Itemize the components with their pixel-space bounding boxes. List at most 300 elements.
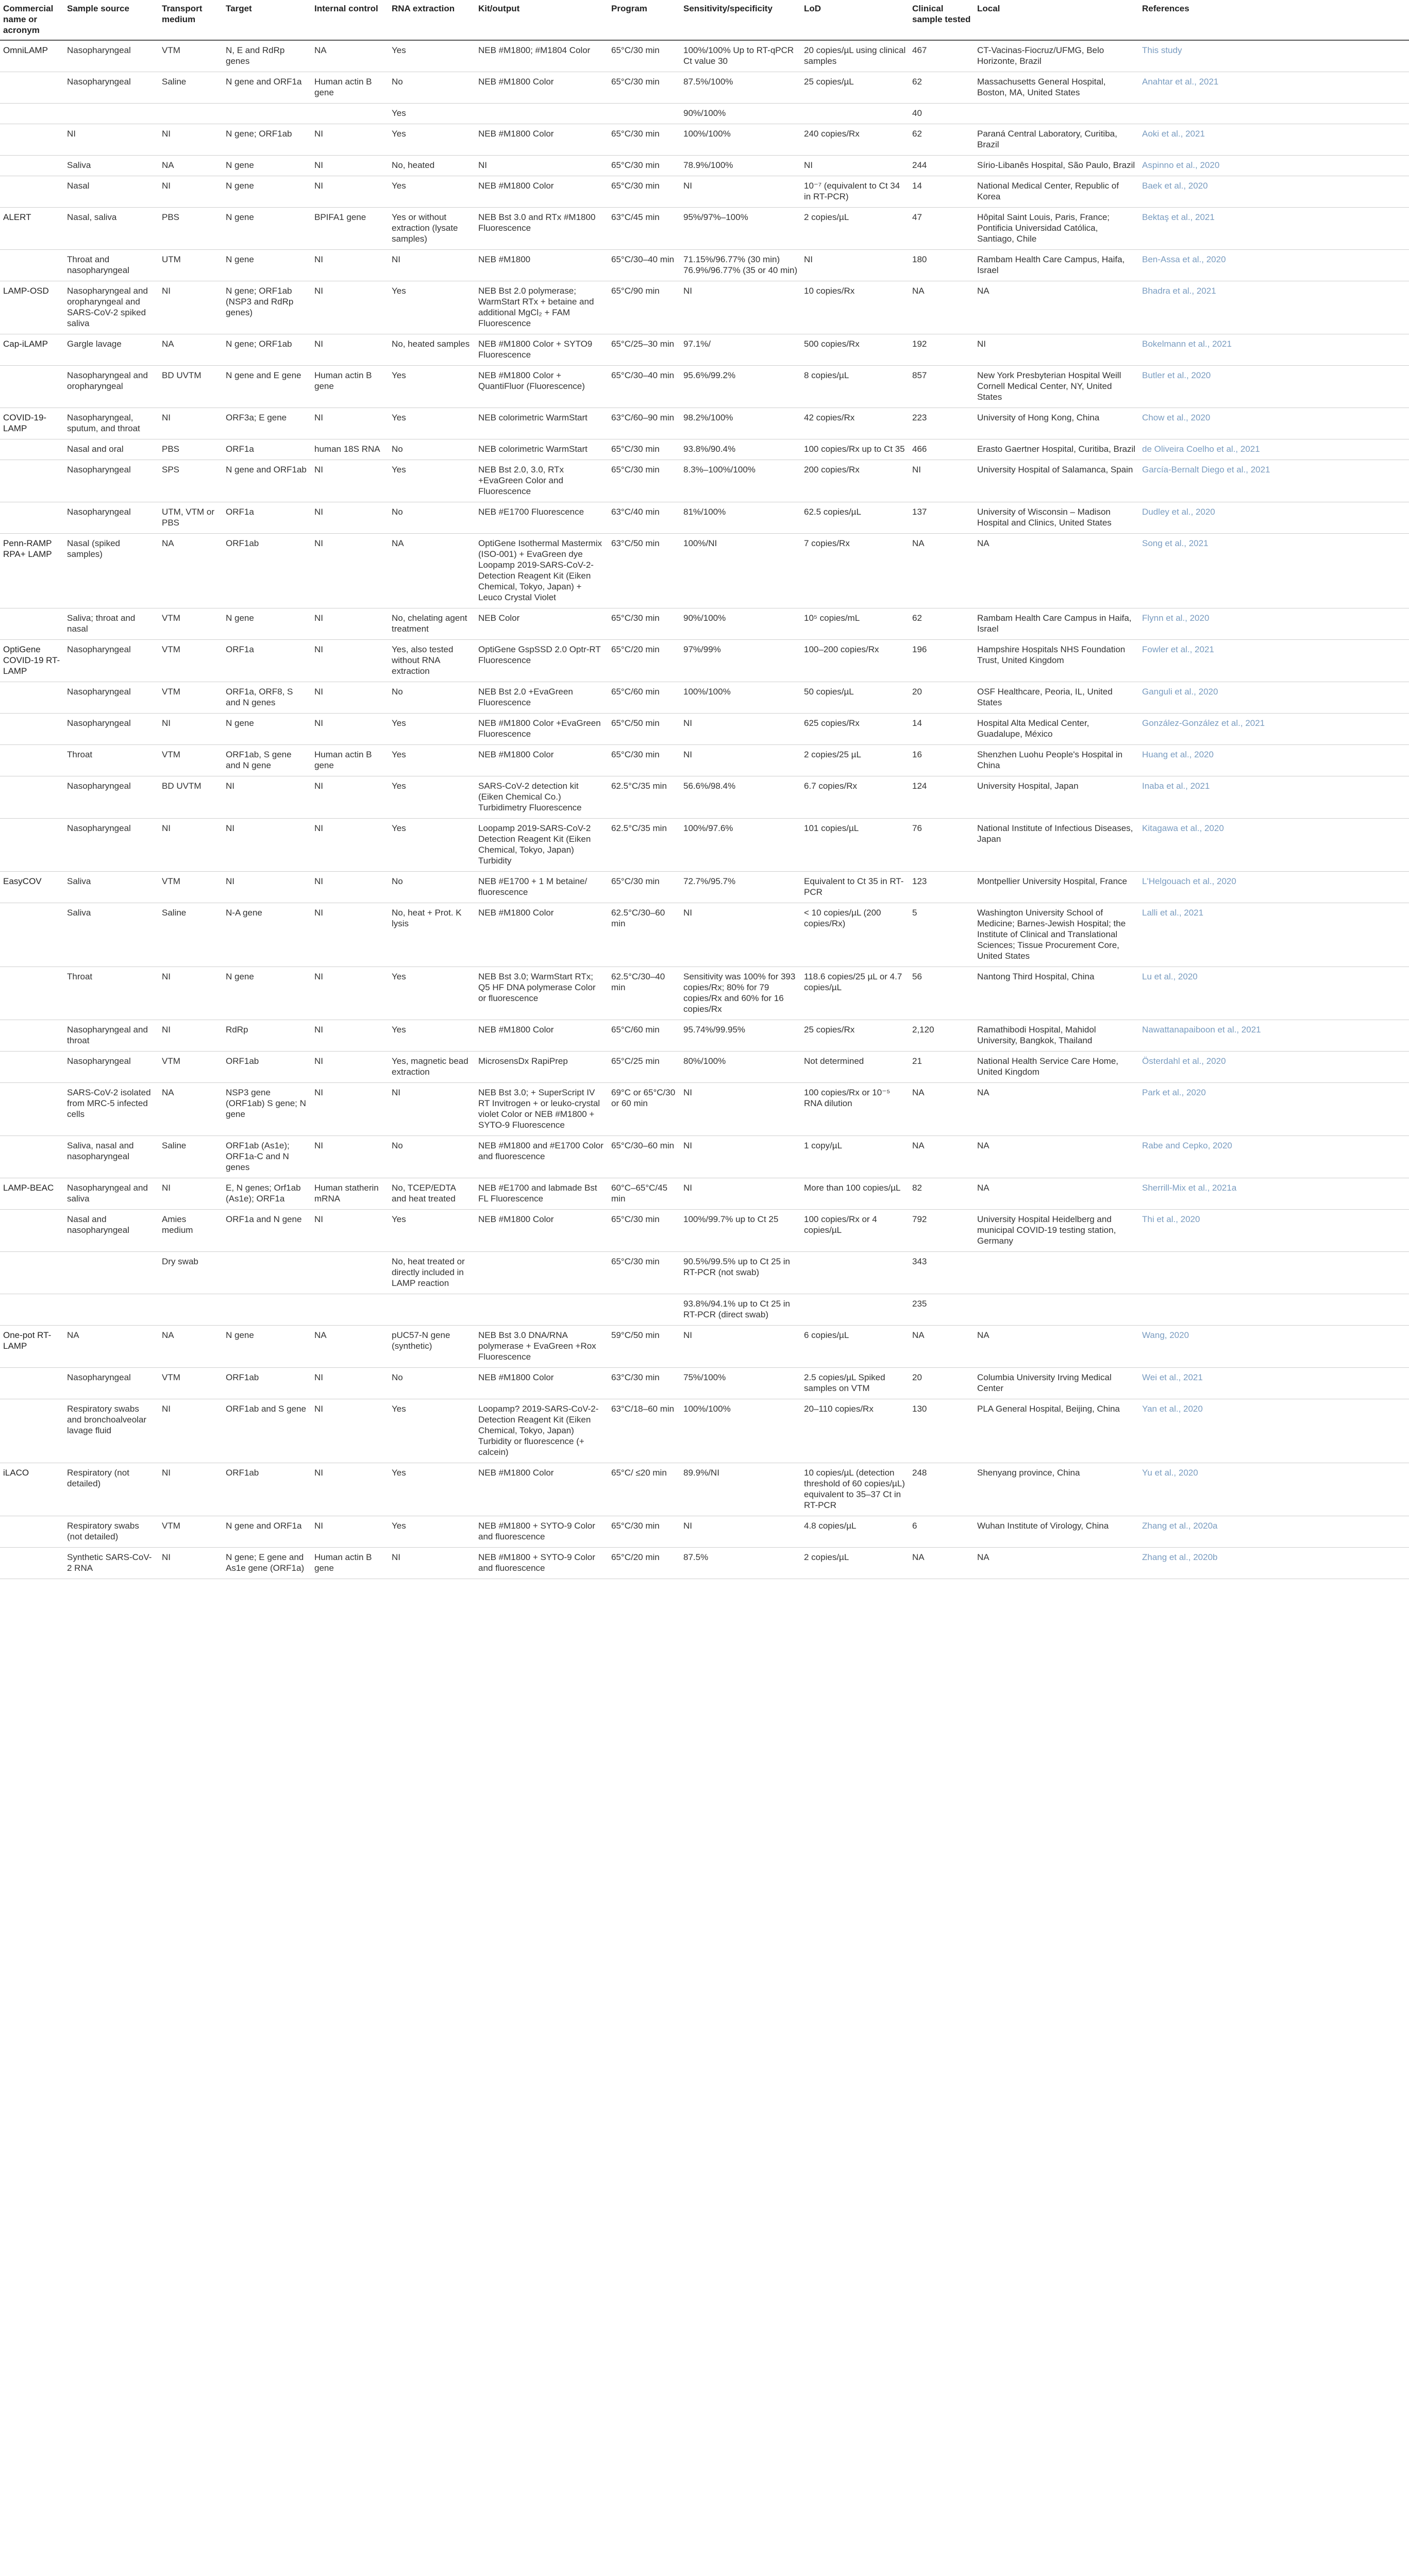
table-cell: 65°C/30 min xyxy=(608,40,680,72)
table-cell: 95.6%/99.2% xyxy=(680,366,801,408)
table-cell: Yes xyxy=(389,1020,475,1052)
table-cell: NEB Bst 3.0; + SuperScript IV RT Invitrogen + or leuko-crystal violet Color or NEB #M1800 + SYTO-9 Fluorescence xyxy=(475,1083,608,1136)
table-cell: Equivalent to Ct 35 in RT-PCR xyxy=(801,872,909,903)
acronym-cell xyxy=(0,1210,64,1252)
table-cell: NI xyxy=(311,1210,389,1252)
table-cell: 123 xyxy=(909,872,974,903)
table-cell: NI xyxy=(311,1020,389,1052)
table-cell: 25 copies/µL xyxy=(801,72,909,104)
table-cell: 65°C/20 min xyxy=(608,640,680,682)
table-cell: Human actin B gene xyxy=(311,72,389,104)
table-cell: Erasto Gaertner Hospital, Curitiba, Brazil xyxy=(974,439,1139,460)
table-cell xyxy=(608,1294,680,1326)
header-cell: Sample source xyxy=(64,0,159,40)
table-cell: Yes xyxy=(389,40,475,72)
table-cell: Throat xyxy=(64,967,159,1020)
table-cell: Nasopharyngeal and saliva xyxy=(64,1178,159,1210)
table-cell: No, TCEP/EDTA and heat treated xyxy=(389,1178,475,1210)
table-cell: PBS xyxy=(159,208,223,250)
header-cell: RNA extraction xyxy=(389,0,475,40)
table-cell: 8 copies/µL xyxy=(801,366,909,408)
reference-cell xyxy=(1139,1294,1409,1326)
table-cell: Yes xyxy=(389,1399,475,1463)
acronym-cell xyxy=(0,176,64,208)
acronym-cell xyxy=(0,1368,64,1399)
table-cell: NEB #M1800 + SYTO-9 Color and fluorescence xyxy=(475,1548,608,1579)
table-cell: 101 copies/µL xyxy=(801,819,909,872)
table-cell: NI xyxy=(680,281,801,334)
table-cell: 47 xyxy=(909,208,974,250)
table-cell: NI xyxy=(680,1516,801,1548)
acronym-cell xyxy=(0,72,64,104)
acronym-cell xyxy=(0,1399,64,1463)
table-cell: ORF1ab xyxy=(223,1463,311,1516)
reference-cell: González-González et al., 2021 xyxy=(1139,714,1409,745)
table-cell: Dry swab xyxy=(159,1252,223,1294)
table-cell: NA xyxy=(974,281,1139,334)
header-cell: Target xyxy=(223,0,311,40)
table-cell: NI xyxy=(159,1020,223,1052)
table-cell: 65°C/30 min xyxy=(608,745,680,776)
table-cell: NI xyxy=(680,745,801,776)
table-cell: NEB #M1800 xyxy=(475,250,608,281)
table-cell: Rambam Health Care Campus in Haifa, Israel xyxy=(974,608,1139,640)
table-cell xyxy=(475,1252,608,1294)
table-cell xyxy=(801,1252,909,1294)
table-cell: Yes xyxy=(389,460,475,502)
acronym-cell xyxy=(0,714,64,745)
table-cell: Yes xyxy=(389,281,475,334)
table-cell: Nasal and oral xyxy=(64,439,159,460)
table-cell: NA xyxy=(311,40,389,72)
table-cell: N gene xyxy=(223,967,311,1020)
table-cell: Yes xyxy=(389,408,475,439)
table-cell: 93.8%/90.4% xyxy=(680,439,801,460)
table-cell: ORF1a xyxy=(223,439,311,460)
table-cell: NI xyxy=(311,156,389,176)
reference-cell xyxy=(1139,1252,1409,1294)
table-cell: NA xyxy=(974,1083,1139,1136)
table-cell: 95%/97%–100% xyxy=(680,208,801,250)
reference-cell: Aoki et al., 2021 xyxy=(1139,124,1409,156)
table-cell: 14 xyxy=(909,714,974,745)
table-cell: NI xyxy=(974,334,1139,366)
reference-cell: Butler et al., 2020 xyxy=(1139,366,1409,408)
table-cell: Yes or without extraction (lysate samples) xyxy=(389,208,475,250)
table-cell: 65°C/30–40 min xyxy=(608,366,680,408)
table-cell: University Hospital of Salamanca, Spain xyxy=(974,460,1139,502)
table-cell: 63°C/30 min xyxy=(608,1368,680,1399)
table-cell: NI xyxy=(680,1136,801,1178)
table-cell: NI xyxy=(311,967,389,1020)
table-cell: NEB #M1800 Color +EvaGreen Fluorescence xyxy=(475,714,608,745)
table-cell: N gene; ORF1ab xyxy=(223,334,311,366)
table-cell: 65°C/30 min xyxy=(608,439,680,460)
table-cell: Nasal, saliva xyxy=(64,208,159,250)
table-cell: Saliva xyxy=(64,156,159,176)
table-cell: Nasopharyngeal xyxy=(64,460,159,502)
table-cell: Hôpital Saint Louis, Paris, France; Pontificia Universidad Católica, Santiago, Chile xyxy=(974,208,1139,250)
table-cell: 65°C/30 min xyxy=(608,1252,680,1294)
table-cell: N-A gene xyxy=(223,903,311,967)
table-cell: 62.5°C/30–40 min xyxy=(608,967,680,1020)
table-cell: NEB #M1800 Color xyxy=(475,176,608,208)
table-cell: Nasopharyngeal and oropharyngeal xyxy=(64,366,159,408)
table-cell: National Medical Center, Republic of Korea xyxy=(974,176,1139,208)
table-cell: 192 xyxy=(909,334,974,366)
header-cell: Local xyxy=(974,0,1139,40)
table-cell: CT-Vacinas-Fiocruz/UFMG, Belo Horizonte, Brazil xyxy=(974,40,1139,72)
table-cell: NEB colorimetric WarmStart xyxy=(475,408,608,439)
table-cell: 80%/100% xyxy=(680,1052,801,1083)
table-cell: Nasopharyngeal xyxy=(64,776,159,819)
table-cell: Nasopharyngeal xyxy=(64,502,159,534)
acronym-cell: Penn-RAMP RPA+ LAMP xyxy=(0,534,64,608)
table-row xyxy=(0,1368,1409,1399)
table-cell: N gene xyxy=(223,156,311,176)
reference-cell: L'Helgouach et al., 2020 xyxy=(1139,872,1409,903)
table-cell: Nasopharyngeal and oropharyngeal and SARS-CoV-2 spiked saliva xyxy=(64,281,159,334)
table-cell: Washington University School of Medicine; Barnes-Jewish Hospital; the Institute of Clinical and Translational Sciences; Tissue Procurement Core, United States xyxy=(974,903,1139,967)
table-cell: No, heat + Prot. K lysis xyxy=(389,903,475,967)
table-cell: Throat and nasopharyngeal xyxy=(64,250,159,281)
table-cell: 100%/NI xyxy=(680,534,801,608)
acronym-cell xyxy=(0,903,64,967)
table-cell: 90.5%/99.5% up to Ct 25 in RT-PCR (not swab) xyxy=(680,1252,801,1294)
table-cell: Human actin B gene xyxy=(311,745,389,776)
table-row xyxy=(0,1052,1409,1083)
table-cell: NI xyxy=(311,502,389,534)
table-cell: 2 copies/µL xyxy=(801,1548,909,1579)
table-cell: NI xyxy=(801,156,909,176)
table-cell: 100 copies/Rx or 10⁻⁵ RNA dilution xyxy=(801,1083,909,1136)
table-cell: 65°C/30 min xyxy=(608,1210,680,1252)
table-cell: NI xyxy=(159,967,223,1020)
table-cell: Yes xyxy=(389,104,475,124)
table-cell: NSP3 gene (ORF1ab) S gene; N gene xyxy=(223,1083,311,1136)
table-cell: 4.8 copies/µL xyxy=(801,1516,909,1548)
table-cell: NI xyxy=(389,1083,475,1136)
acronym-cell xyxy=(0,1083,64,1136)
table-cell: Yes xyxy=(389,1516,475,1548)
table-cell: NI xyxy=(680,714,801,745)
table-cell: VTM xyxy=(159,872,223,903)
table-cell: 200 copies/Rx xyxy=(801,460,909,502)
table-cell: 100%/100% xyxy=(680,1399,801,1463)
table-cell: Saliva xyxy=(64,872,159,903)
table-cell: NA xyxy=(974,1548,1139,1579)
acronym-cell xyxy=(0,1252,64,1294)
table-cell: NI xyxy=(311,819,389,872)
table-cell: OptiGene GspSSD 2.0 Optr-RT Fluorescence xyxy=(475,640,608,682)
table-cell: N gene; ORF1ab (NSP3 and RdRp genes) xyxy=(223,281,311,334)
table-cell: 62 xyxy=(909,124,974,156)
table-cell: Yes xyxy=(389,124,475,156)
table-row xyxy=(0,502,1409,534)
table-cell: Nasal xyxy=(64,176,159,208)
table-row xyxy=(0,682,1409,714)
table-cell: 14 xyxy=(909,176,974,208)
reference-cell: Inaba et al., 2021 xyxy=(1139,776,1409,819)
table-cell: 62 xyxy=(909,608,974,640)
table-cell: Yes xyxy=(389,967,475,1020)
table-body xyxy=(0,40,1409,1579)
table-cell: NI xyxy=(389,250,475,281)
table-row xyxy=(0,281,1409,334)
table-cell: 467 xyxy=(909,40,974,72)
table-cell: NI xyxy=(311,1368,389,1399)
table-cell xyxy=(223,1294,311,1326)
table-row xyxy=(0,903,1409,967)
header-cell: Clinical sample tested xyxy=(909,0,974,40)
table-cell: PBS xyxy=(159,439,223,460)
table-row xyxy=(0,1020,1409,1052)
table-cell: 21 xyxy=(909,1052,974,1083)
table-cell xyxy=(608,104,680,124)
table-cell: ORF1ab xyxy=(223,1368,311,1399)
acronym-cell xyxy=(0,366,64,408)
table-cell: VTM xyxy=(159,608,223,640)
table-cell: NI xyxy=(311,682,389,714)
table-cell: 82 xyxy=(909,1178,974,1210)
table-cell: NI xyxy=(159,281,223,334)
table-cell: Yes xyxy=(389,819,475,872)
reference-cell: Nawattanapaiboon et al., 2021 xyxy=(1139,1020,1409,1052)
table-cell: 62.5°C/35 min xyxy=(608,776,680,819)
table-row xyxy=(0,176,1409,208)
table-cell: 75%/100% xyxy=(680,1368,801,1399)
table-row xyxy=(0,608,1409,640)
table-cell: NI xyxy=(223,819,311,872)
table-cell: pUC57-N gene (synthetic) xyxy=(389,1326,475,1368)
table-cell: Hospital Alta Medical Center, Guadalupe, México xyxy=(974,714,1139,745)
table-cell: NEB Bst 3.0 DNA/RNA polymerase + EvaGreen +Rox Fluorescence xyxy=(475,1326,608,1368)
table-cell: NA xyxy=(909,1326,974,1368)
reference-cell: Thi et al., 2020 xyxy=(1139,1210,1409,1252)
table-cell: 65°C/50 min xyxy=(608,714,680,745)
table-cell: 65°C/30 min xyxy=(608,124,680,156)
table-cell xyxy=(223,1252,311,1294)
table-cell: Respiratory (not detailed) xyxy=(64,1463,159,1516)
table-cell: National Institute of Infectious Diseases, Japan xyxy=(974,819,1139,872)
table-cell: NI xyxy=(311,640,389,682)
table-cell: 65°C/ ≤20 min xyxy=(608,1463,680,1516)
table-cell: NI xyxy=(311,1052,389,1083)
table-cell: 60°C–65°C/45 min xyxy=(608,1178,680,1210)
table-cell: NI xyxy=(311,124,389,156)
table-cell: Saline xyxy=(159,903,223,967)
table-cell: Sensitivity was 100% for 393 copies/Rx; 80% for 79 copies/Rx and 60% for 16 copies/Rx xyxy=(680,967,801,1020)
table-cell: NI xyxy=(475,156,608,176)
table-cell: Gargle lavage xyxy=(64,334,159,366)
table-cell: 8.3%–100%/100% xyxy=(680,460,801,502)
acronym-cell xyxy=(0,460,64,502)
table-cell: 6.7 copies/Rx xyxy=(801,776,909,819)
table-cell: 466 xyxy=(909,439,974,460)
table-cell: No xyxy=(389,502,475,534)
acronym-cell xyxy=(0,967,64,1020)
table-cell: Yes xyxy=(389,745,475,776)
table-cell: NI xyxy=(311,1516,389,1548)
reference-cell: Österdahl et al., 2020 xyxy=(1139,1052,1409,1083)
reference-cell xyxy=(1139,104,1409,124)
table-cell xyxy=(475,1294,608,1326)
table-row xyxy=(0,776,1409,819)
reference-cell: Lalli et al., 2021 xyxy=(1139,903,1409,967)
table-cell: NEB #M1800 Color xyxy=(475,903,608,967)
table-cell: Yes, magnetic bead extraction xyxy=(389,1052,475,1083)
table-cell: NEB #M1800 Color xyxy=(475,1368,608,1399)
table-cell: Saline xyxy=(159,1136,223,1178)
table-cell: NI xyxy=(311,176,389,208)
table-cell: NEB Bst 2.0 polymerase; WarmStart RTx + betaine and additional MgCl₂ + FAM Fluorescence xyxy=(475,281,608,334)
table-cell: NI xyxy=(223,776,311,819)
reference-cell: Zhang et al., 2020b xyxy=(1139,1548,1409,1579)
acronym-cell xyxy=(0,124,64,156)
table-cell: human 18S RNA xyxy=(311,439,389,460)
reference-cell: Yan et al., 2020 xyxy=(1139,1399,1409,1463)
table-cell: 69°C or 65°C/30 or 60 min xyxy=(608,1083,680,1136)
table-row xyxy=(0,640,1409,682)
table-cell: 63°C/50 min xyxy=(608,534,680,608)
table-cell: 71.15%/96.77% (30 min) 76.9%/96.77% (35 or 40 min) xyxy=(680,250,801,281)
header-cell: References xyxy=(1139,0,1409,40)
table-cell: Columbia University Irving Medical Center xyxy=(974,1368,1139,1399)
table-cell: 65°C/20 min xyxy=(608,1548,680,1579)
table-cell: 6 copies/µL xyxy=(801,1326,909,1368)
table-cell: 65°C/30–40 min xyxy=(608,250,680,281)
table-cell: 65°C/25 min xyxy=(608,1052,680,1083)
table-cell: NEB #E1700 + 1 M betaine/ fluorescence xyxy=(475,872,608,903)
reference-cell: Lu et al., 2020 xyxy=(1139,967,1409,1020)
reference-cell: Aspinno et al., 2020 xyxy=(1139,156,1409,176)
reference-cell: Wang, 2020 xyxy=(1139,1326,1409,1368)
table-cell: 20 xyxy=(909,682,974,714)
table-cell: Yes xyxy=(389,1463,475,1516)
table-cell: NI xyxy=(311,1463,389,1516)
table-cell: 56 xyxy=(909,967,974,1020)
table-cell: NI xyxy=(680,1326,801,1368)
table-cell: 100%/97.6% xyxy=(680,819,801,872)
table-cell: No, heated xyxy=(389,156,475,176)
table-cell: 180 xyxy=(909,250,974,281)
table-cell: BPIFA1 gene xyxy=(311,208,389,250)
table-cell: 10⁻⁷ (equivalent to Ct 34 in RT-PCR) xyxy=(801,176,909,208)
table-cell: 100–200 copies/Rx xyxy=(801,640,909,682)
table-cell: 500 copies/Rx xyxy=(801,334,909,366)
table-cell: NI xyxy=(311,281,389,334)
acronym-cell xyxy=(0,104,64,124)
table-cell: 857 xyxy=(909,366,974,408)
table-cell: NI xyxy=(159,1463,223,1516)
table-cell xyxy=(389,1294,475,1326)
table-cell: N gene; E gene and As1e gene (ORF1a) xyxy=(223,1548,311,1579)
table-cell: 100 copies/Rx or 4 copies/µL xyxy=(801,1210,909,1252)
table-cell: ORF1ab xyxy=(223,534,311,608)
table-cell: Shenzhen Luohu People's Hospital in China xyxy=(974,745,1139,776)
table-cell: 65°C/30 min xyxy=(608,460,680,502)
acronym-cell: iLACO xyxy=(0,1463,64,1516)
table-row xyxy=(0,439,1409,460)
table-cell: 97%/99% xyxy=(680,640,801,682)
table-cell: NEB #E1700 Fluorescence xyxy=(475,502,608,534)
table-cell: 248 xyxy=(909,1463,974,1516)
table-cell xyxy=(64,1294,159,1326)
table-cell: 65°C/90 min xyxy=(608,281,680,334)
acronym-cell xyxy=(0,608,64,640)
table-cell: NI xyxy=(159,1399,223,1463)
table-cell: NI xyxy=(311,1083,389,1136)
table-cell: 100%/99.7% up to Ct 25 xyxy=(680,1210,801,1252)
table-cell: 90%/100% xyxy=(680,608,801,640)
table-cell: NI xyxy=(159,1548,223,1579)
table-cell: Sírio-Libanês Hospital, São Paulo, Brazil xyxy=(974,156,1139,176)
table-cell: No xyxy=(389,1368,475,1399)
reference-cell: Anahtar et al., 2021 xyxy=(1139,72,1409,104)
table-cell: SPS xyxy=(159,460,223,502)
table-cell: ORF1a xyxy=(223,640,311,682)
table-cell: NI xyxy=(311,872,389,903)
table-row xyxy=(0,872,1409,903)
acronym-cell xyxy=(0,1136,64,1178)
table-cell: NI xyxy=(159,408,223,439)
table-cell: 62.5 copies/µL xyxy=(801,502,909,534)
table-cell: 130 xyxy=(909,1399,974,1463)
table-cell: N gene xyxy=(223,1326,311,1368)
table-cell: Nasopharyngeal xyxy=(64,714,159,745)
table-cell: NI xyxy=(159,176,223,208)
table-cell: Massachusetts General Hospital, Boston, MA, United States xyxy=(974,72,1139,104)
table-cell: NA xyxy=(909,281,974,334)
acronym-cell xyxy=(0,502,64,534)
table-cell: N gene xyxy=(223,250,311,281)
table-cell: Saliva xyxy=(64,903,159,967)
table-cell: 93.8%/94.1% up to Ct 25 in RT-PCR (direct swab) xyxy=(680,1294,801,1326)
table-cell: University of Wisconsin – Madison Hospital and Clinics, United States xyxy=(974,502,1139,534)
acronym-cell xyxy=(0,1052,64,1083)
table-cell: 42 copies/Rx xyxy=(801,408,909,439)
table-cell: VTM xyxy=(159,682,223,714)
table-cell: 223 xyxy=(909,408,974,439)
table-cell: No xyxy=(389,72,475,104)
table-cell: 95.74%/99.95% xyxy=(680,1020,801,1052)
table-cell: 65°C/30 min xyxy=(608,608,680,640)
table-cell: 137 xyxy=(909,502,974,534)
reference-cell: Bhadra et al., 2021 xyxy=(1139,281,1409,334)
table-cell: MicrosensDx RapiPrep xyxy=(475,1052,608,1083)
table-cell xyxy=(974,1294,1139,1326)
table-cell: 87.5%/100% xyxy=(680,72,801,104)
table-row xyxy=(0,1136,1409,1178)
table-cell: 100%/100% Up to RT-qPCR Ct value 30 xyxy=(680,40,801,72)
table-cell: N gene and ORF1ab xyxy=(223,460,311,502)
table-cell: Not determined xyxy=(801,1052,909,1083)
table-cell xyxy=(801,1294,909,1326)
reference-cell: Bektaş et al., 2021 xyxy=(1139,208,1409,250)
table-cell: ORF1ab (As1e); ORF1a-C and N genes xyxy=(223,1136,311,1178)
table-cell: National Health Service Care Home, United Kingdom xyxy=(974,1052,1139,1083)
table-cell: University Hospital Heidelberg and municipal COVID-19 testing station, Germany xyxy=(974,1210,1139,1252)
table-cell: 10⁵ copies/mL xyxy=(801,608,909,640)
table-cell xyxy=(974,1252,1139,1294)
table-cell: NEB Bst 3.0; WarmStart RTx; Q5 HF DNA polymerase Color or fluorescence xyxy=(475,967,608,1020)
reference-cell: Fowler et al., 2021 xyxy=(1139,640,1409,682)
table-cell: NA xyxy=(64,1326,159,1368)
table-cell: NI xyxy=(311,408,389,439)
table-cell: Yes xyxy=(389,776,475,819)
table-cell: 56.6%/98.4% xyxy=(680,776,801,819)
table-cell: Loopamp? 2019-SARS-CoV-2-Detection Reagent Kit (Eiken Chemical, Tokyo, Japan) Turbidity or fluorescence (+ calcein) xyxy=(475,1399,608,1463)
